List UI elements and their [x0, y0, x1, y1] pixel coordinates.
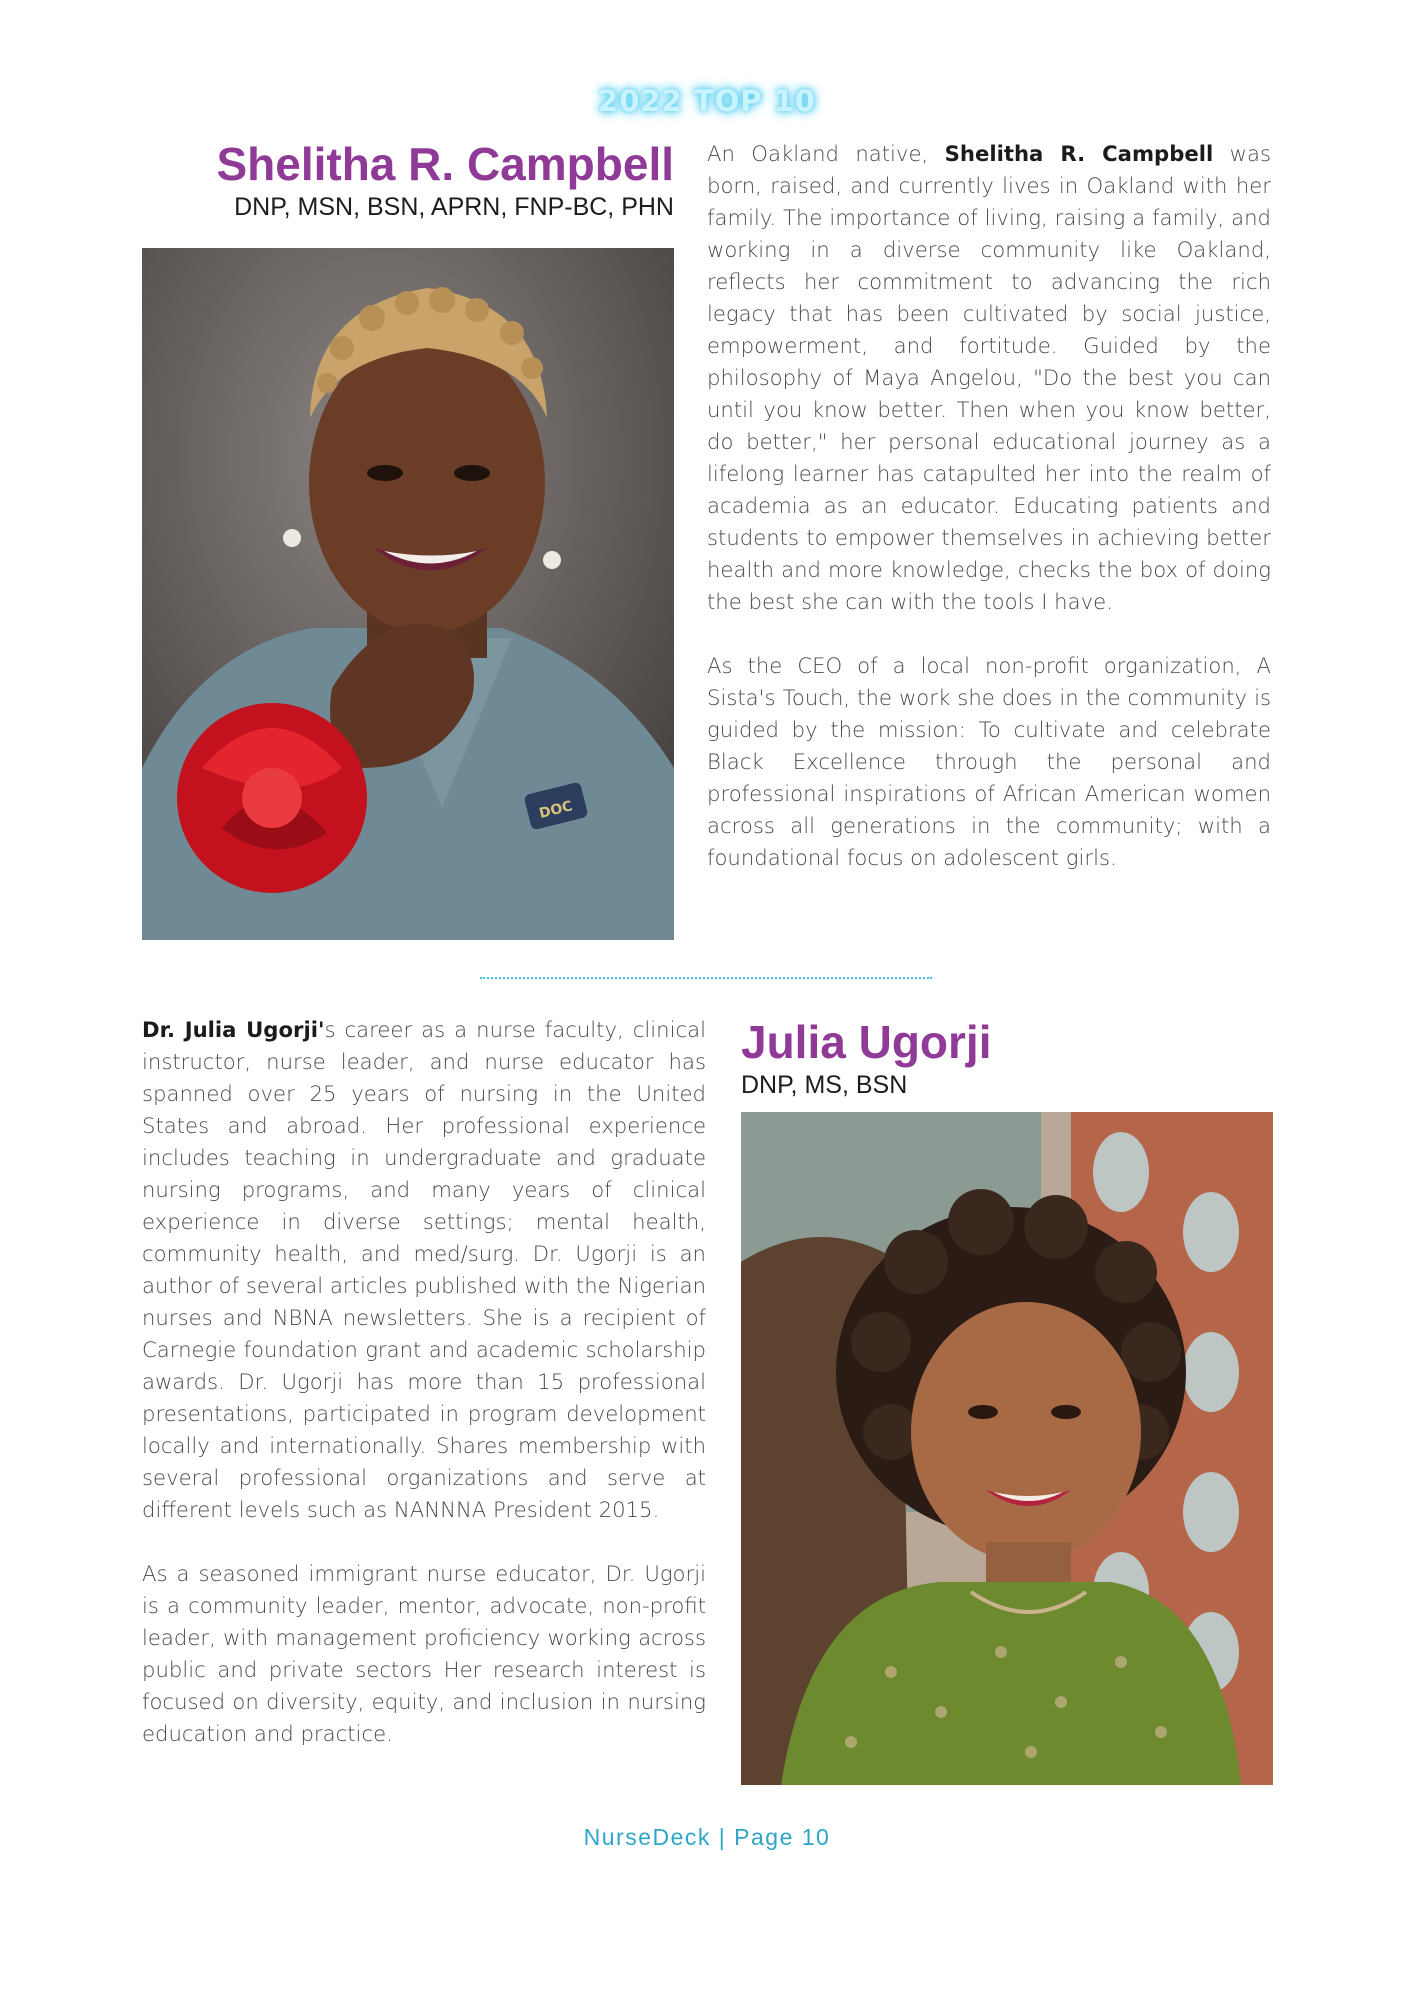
section-divider — [480, 977, 932, 979]
profile2-bio-paragraph-1: Dr. Julia Ugorji's career as a nurse faculty, clinical instructor, nurse leader, and nurse educator has spanned over 25 years of nursing in the United States and abroad. Her professional experience includes teaching in undergraduate and graduate nursing programs, and many years of clinical experience in diverse settings; mental health, community health, and med/surg. Dr. Ugorji is an author of several articles published with the Nigerian nurses and NBNA newsletters. She is a recipient of Carnegie foundation grant and academic scholarship awards. Dr. Ugorji has more than 15 professional presentations, participated in program development locally and internationally. Shares membership with several professional organizations and serve at different levels such as NANNNA President 2015. — [142, 1017, 706, 1522]
profile2-bio — [142, 1014, 706, 1782]
profile1-bio-paragraph-1: An Oakland native, Shelitha R. Campbell was born, raised, and currently lives in Oakland with her family. The importance of living, raising a family, and working in a diverse community like Oakland, reflects her commitment to advancing the rich legacy that has been cultivated by social justice, empowerment, and fortitude. Guided by the philosophy of Maya Angelou, "Do the best you can until you know better. Then when you know better, do better," her personal educational journey as a lifelong learner has catapulted her into the realm of academia as an educator. Educating patients and students to empower themselves in achieving better health and more knowledge, checks the box of doing the best she can with the tools I have. — [707, 141, 1271, 614]
profile1-name: Shelitha R. Campbell — [216, 138, 674, 190]
profile2-bio-paragraph-2: As a seasoned immigrant nurse educator, Dr. Ugorji is a community leader, mentor, advocate, non-profit leader, with management proficiency working across public and private sectors Her research interest is focused on diversity, equity, and inclusion in nursing education and practice. — [142, 1561, 706, 1746]
profile1-photo — [142, 248, 674, 940]
profile1-bio — [707, 138, 1271, 906]
profile1-bio-paragraph-2: As the CEO of a local non-profit organization, A Sista's Touch, the work she does in the community is guided by the mission: To cultivate and celebrate Black Excellence through the personal and professional inspirations of African American women across all generations in the community; with a foundational focus on adolescent girls. — [707, 653, 1271, 870]
profile2-credentials: DNP, MS, BSN — [741, 1071, 908, 1099]
top-ten-badge: 2022 TOP 10 — [598, 84, 816, 118]
profile2-name: Julia Ugorji — [741, 1016, 992, 1068]
page-footer: NurseDeck | Page 10 — [583, 1824, 831, 1850]
profile1-bio-bold-name: Shelitha R. Campbell — [944, 141, 1214, 166]
pin-text: DOC — [537, 798, 575, 822]
profile2-photo — [741, 1112, 1273, 1785]
profile1-credentials: DNP, MSN, BSN, APRN, FNP-BC, PHN — [234, 193, 674, 221]
profile2-bio-bold-name: Dr. Julia Ugorji' — [142, 1017, 325, 1042]
